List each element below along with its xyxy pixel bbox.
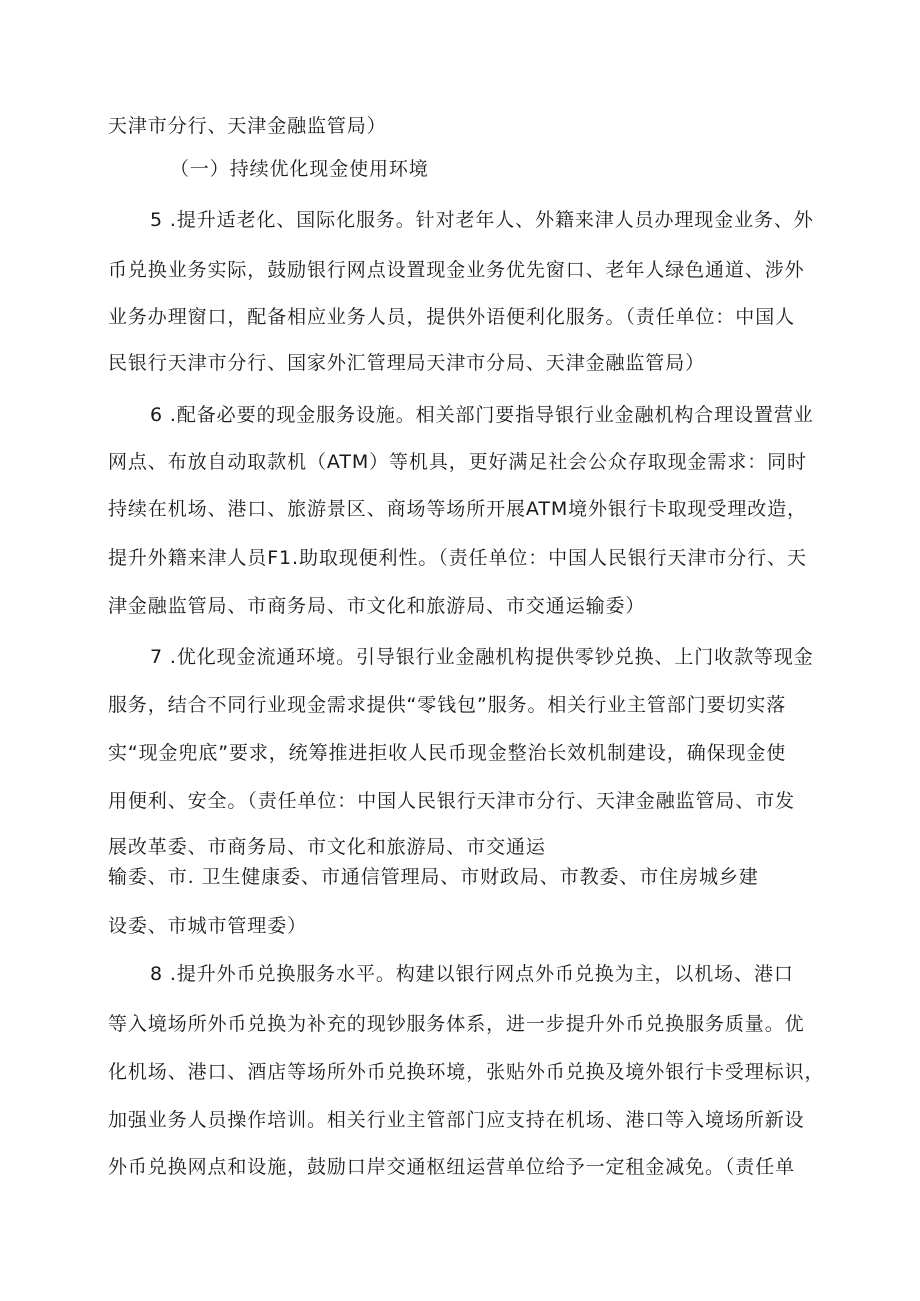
text-line: 持续在机场、港口、旅游景区、商场等场所开展ATM境外银行卡取现受理改造， (108, 498, 807, 520)
text-line: 设委、市城市管理委） (108, 915, 308, 937)
paragraph-5-first-line: 5 .提升适老化、国际化服务。针对老年人、外籍来津人员办理现金业务、外 (150, 209, 814, 231)
text-line: 等入境场所外币兑换为补充的现钞服务体系，进一步提升外币兑换服务质量。优 (108, 1013, 805, 1035)
text-line: 提升外籍来津人员F1.助取现便利性。（责任单位：中国人民银行天津市分行、天 (108, 547, 807, 569)
text-line: 币兑换业务实际，鼓励银行网点设置现金业务优先窗口、老年人绿色通道、涉外 (108, 259, 805, 281)
paragraph-6-first-line: 6 .配备必要的现金服务设施。相关部门要指导银行业金融机构合理设置营业 (150, 404, 814, 426)
text-line: 用便利、安全。（责任单位：中国人民银行天津市分行、天津金融监管局、市发 (108, 790, 796, 812)
text-line: 津金融监管局、市商务局、市文化和旅游局、市交通运输委） (108, 595, 646, 617)
text-line: 展改革委、市商务局、市文化和旅游局、市交通运 (108, 836, 546, 858)
text-line: 民银行天津市分行、国家外汇管理局天津市分局、天津金融监管局） (108, 352, 706, 374)
text-line: 业务办理窗口，配备相应业务人员，提供外语便利化服务。（责任单位：中国人 (108, 306, 796, 328)
paragraph-7-first-line: 7 .优化现金流通环境。引导银行业金融机构提供零钞兑换、上门收款等现金 (150, 646, 814, 668)
text-line: 实“现金兜底”要求，统筹推进拒收人民币现金整治长效机制建设，确保现金使 (108, 742, 787, 764)
text-line: 化机场、港口、酒店等场所外币兑换环境，张贴外币兑换及境外银行卡受理标识， (108, 1061, 825, 1083)
text-line: 加强业务人员操作培训。相关行业主管部门应支持在机场、港口等入境场所新设 (108, 1109, 805, 1131)
text-line: 输委、市. 卫生健康委、市通信管理局、市财政局、市教委、市住房城乡建 (108, 866, 759, 888)
text-line: 外币兑换网点和设施，鼓励口岸交通枢纽运营单位给予一定租金减免。（责任单 (108, 1156, 796, 1178)
text-line: 天津市分行、天津金融监管局） (108, 115, 387, 137)
section-heading: （一）持续优化现金使用环境 (170, 158, 429, 180)
paragraph-8-first-line: 8 .提升外币兑换服务水平。构建以银行网点外币兑换为主，以机场、港口 (150, 963, 794, 985)
text-line: 网点、布放自动取款机（ATM）等机具，更好满足社会公众存取现金需求：同时 (108, 451, 807, 473)
text-line: 服务，结合不同行业现金需求提供“零钱包”服务。相关行业主管部门要切实落 (108, 694, 787, 716)
